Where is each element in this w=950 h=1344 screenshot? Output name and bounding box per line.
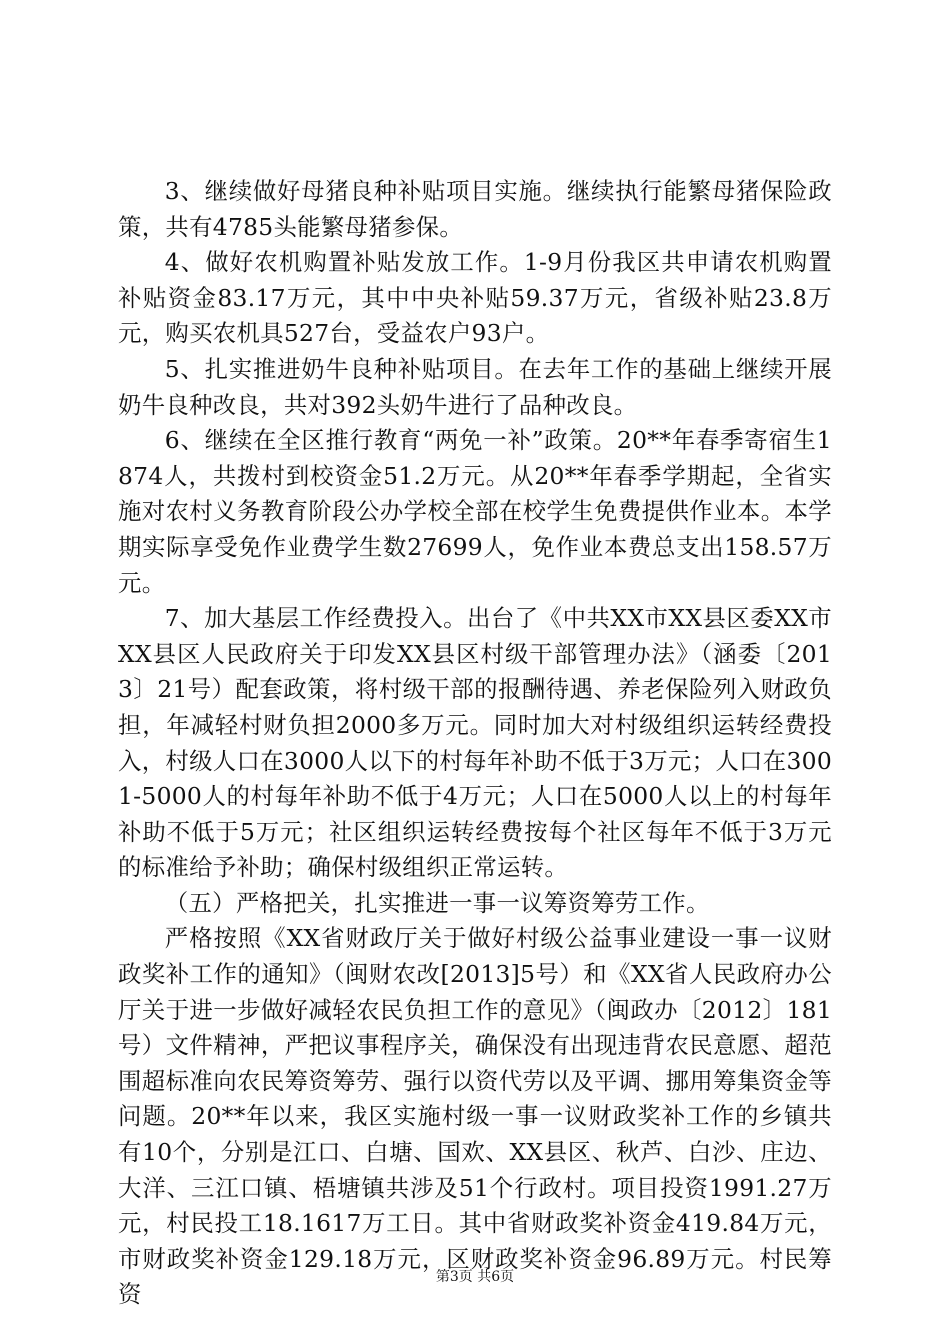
document-body	[118, 174, 832, 1313]
paragraph-section-5-body: 严格按照《XX省财政厅关于做好村级公益事业建设一事一议财政奖补工作的通知》（闽财农改[2013]5号）和《XX省人民政府办公厅关于进一步做好减轻农民负担工作的意见》（闽政办〔2012〕181号）文件精神，严把议事程序关，确保没有出现违背农民意愿、超范围超标准向农民筹资筹劳、强行以资代劳以及平调、挪用筹集资金等问题。20**年以来，我区实施村级一事一议财政奖补工作的乡镇共有10个，分别是江口、白塘、国欢、XX县区、秋芦、白沙、庄边、大洋、三江口镇、梧塘镇共涉及51个行政村。项目投资1991.27万元，村民投工18.1617万工日。其中省财政奖补资金419.84万元，市财政奖补资金129.18万元，区财政奖补资金96.89万元。村民筹资	[118, 924, 832, 1309]
paragraph-item-5: 5、扎实推进奶牛良种补贴项目。在去年工作的基础上继续开展奶牛良种改良，共对392头奶牛进行了品种改良。	[118, 354, 832, 419]
paragraph-item-3: 3、继续做好母猪良种补贴项目实施。继续执行能繁母猪保险政策，共有4785头能繁母猪参保。	[118, 177, 832, 241]
section-heading-5: （五）严格把关，扎实推进一事一议筹资筹劳工作。	[164, 888, 710, 917]
paragraph-item-6: 6、继续在全区推行教育“两免一补”政策。20**年春季寄宿生1874人，共拨村到校资金51.2万元。从20**年春季学期起，全省实施对农村义务教育阶段公办学校全部在校学生免费提供作业本。本学期实际享受免作业费学生数27699人，免作业本费总支出158.57万元。	[118, 426, 832, 597]
paragraph-item-7: 7、加大基层工作经费投入。出台了《中共XX市XX县区委XX市XX县区人民政府关于印发XX县区村级干部管理办法》（涵委〔2013〕21号）配套政策，将村级干部的报酬待遇、养老保险列入财政负担，年减轻村财负担2000多万元。同时加大对村级组织运转经费投入，村级人口在3000人以下的村每年补助不低于3万元；人口在3001-5000人的村每年补助不低于4万元；人口在5000人以上的村每年补助不低于5万元；社区组织运转经费按每个社区每年不低于3万元的标准给予补助；确保村级组织正常运转。	[118, 604, 832, 882]
paragraph-item-4: 4、做好农机购置补贴发放工作。1-9月份我区共申请农机购置补贴资金83.17万元，其中中央补贴59.37万元，省级补贴23.8万元，购买农机具527台，受益农户93户。	[118, 248, 832, 348]
page-number-footer: 第3页 共6页	[435, 1269, 515, 1285]
